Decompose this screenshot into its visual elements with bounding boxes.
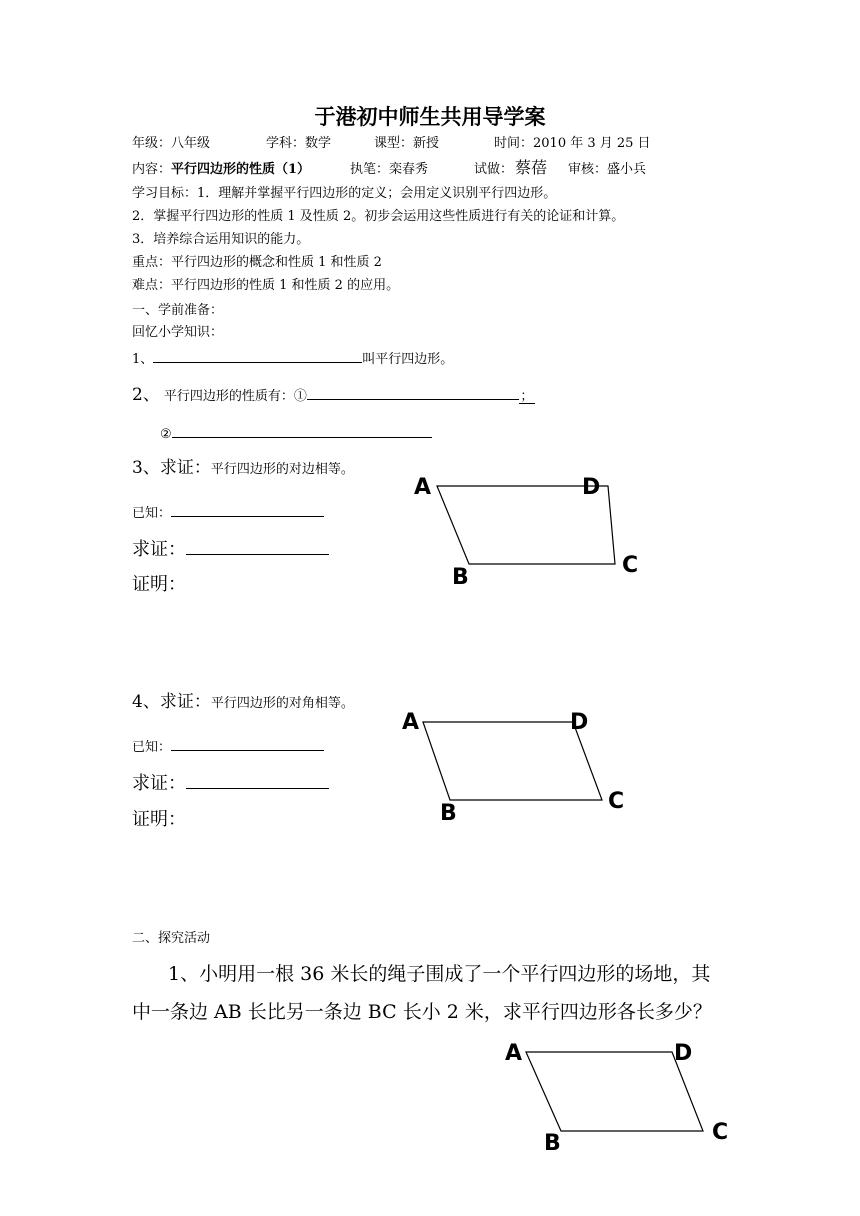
question-1 [132, 348, 453, 366]
question-4-known [132, 736, 324, 754]
question-4-known-label: 已知： [132, 740, 172, 755]
question-4-prove [132, 772, 329, 793]
question-4-prove-label: 求证： [132, 773, 186, 794]
vertex-label-c: C [608, 789, 625, 814]
question-2-blank-1[interactable] [307, 385, 519, 400]
question-4-proof-label: 证明： [132, 809, 186, 830]
vertex-label-a: A [505, 1041, 523, 1066]
question-1-blank[interactable] [153, 348, 362, 363]
question-2 [132, 385, 535, 404]
vertex-label-c: C [622, 553, 639, 578]
page-title: 于港初中师生共用导学案 [314, 104, 546, 129]
question-2-prefix: 2、 [132, 385, 160, 405]
question-3-known [132, 502, 324, 520]
info-trial-label: 试做： [474, 162, 514, 177]
vertex-label-d: D [570, 710, 589, 735]
goal-1: 学习目标：1．理解并掌握平行四边形的定义；会用定义识别平行四边形。 [132, 186, 557, 201]
question-4-text: 平行四边形的对角相等。 [210, 696, 354, 711]
section-2-heading: 二、探究活动 [132, 931, 211, 946]
question-4-known-blank[interactable] [171, 736, 324, 751]
problem-1-line-2: 中一条边 AB 长比另一条边 BC 长小 2 米，求平行四边形各长多少？ [132, 1001, 712, 1023]
vertex-label-b: B [440, 801, 457, 826]
info-subject: 学科：数学 [266, 136, 332, 151]
info-author: 执笔：栾春秀 [350, 162, 429, 177]
section-1-heading: 一、学前准备： [132, 303, 224, 318]
question-4-prefix: 4、求证： [132, 692, 211, 712]
info-reviewer: 审核：盛小兵 [568, 162, 647, 177]
question-3-prove-blank[interactable] [186, 538, 329, 555]
question-3-prefix: 3、求证： [132, 458, 211, 478]
vertex-label-c: C [712, 1120, 729, 1145]
question-2-second-marker: ② [160, 427, 172, 442]
goal-2: 2．掌握平行四边形的性质 1 及性质 2。初步会运用这些性质进行有关的论证和计算。 [132, 209, 625, 224]
question-3-prove [132, 538, 329, 559]
vertex-label-a: A [414, 475, 432, 500]
difficulty-point: 难点：平行四边形的性质 1 和性质 2 的应用。 [132, 278, 400, 293]
info-time: 时间：2010 年 3 月 25 日 [494, 136, 651, 151]
question-3-prove-label: 求证： [132, 539, 186, 560]
question-3-known-label: 已知： [132, 506, 172, 521]
question-3-proof-label: 证明： [132, 574, 186, 595]
parallelogram-figure-3 [500, 1036, 750, 1156]
question-3-known-blank[interactable] [171, 502, 324, 517]
question-2-second [160, 423, 432, 441]
question-3-text: 平行四边形的对边相等。 [210, 462, 354, 477]
question-2-semicolon: ； [520, 389, 534, 404]
question-2-text: 平行四边形的性质有：① [163, 389, 307, 404]
question-3 [132, 460, 354, 477]
info-grade: 年级：八年级 [132, 136, 211, 151]
recall-label: 回忆小学知识： [132, 325, 224, 340]
question-4-prove-blank[interactable] [186, 772, 329, 789]
problem-1-line-1: 1、小明用一根 36 米长的绳子围成了一个平行四边形的场地，其 [168, 963, 711, 985]
vertex-label-d: D [674, 1041, 693, 1066]
key-point: 重点：平行四边形的概念和性质 1 和性质 2 [132, 255, 382, 270]
question-2-blank-2[interactable] [172, 423, 432, 438]
goal-3: 3．培养综合运用知识的能力。 [132, 232, 310, 247]
info-content-label: 内容： [132, 162, 172, 177]
question-1-suffix: 叫平行四边形。 [362, 352, 454, 367]
vertex-label-a: A [402, 710, 420, 735]
info-lesson-type: 课型：新授 [374, 136, 440, 151]
vertex-label-b: B [544, 1131, 561, 1156]
info-content-value: 平行四边形的性质（1） [171, 162, 311, 177]
vertex-label-d: D [582, 475, 601, 500]
vertex-label-b: B [452, 565, 469, 590]
question-4 [132, 694, 354, 711]
info-trial-name: 蔡蓓 [515, 158, 548, 177]
parallelogram-figure-1 [400, 468, 650, 588]
question-1-prefix: 1、 [132, 352, 154, 367]
parallelogram-figure-2 [390, 703, 640, 826]
